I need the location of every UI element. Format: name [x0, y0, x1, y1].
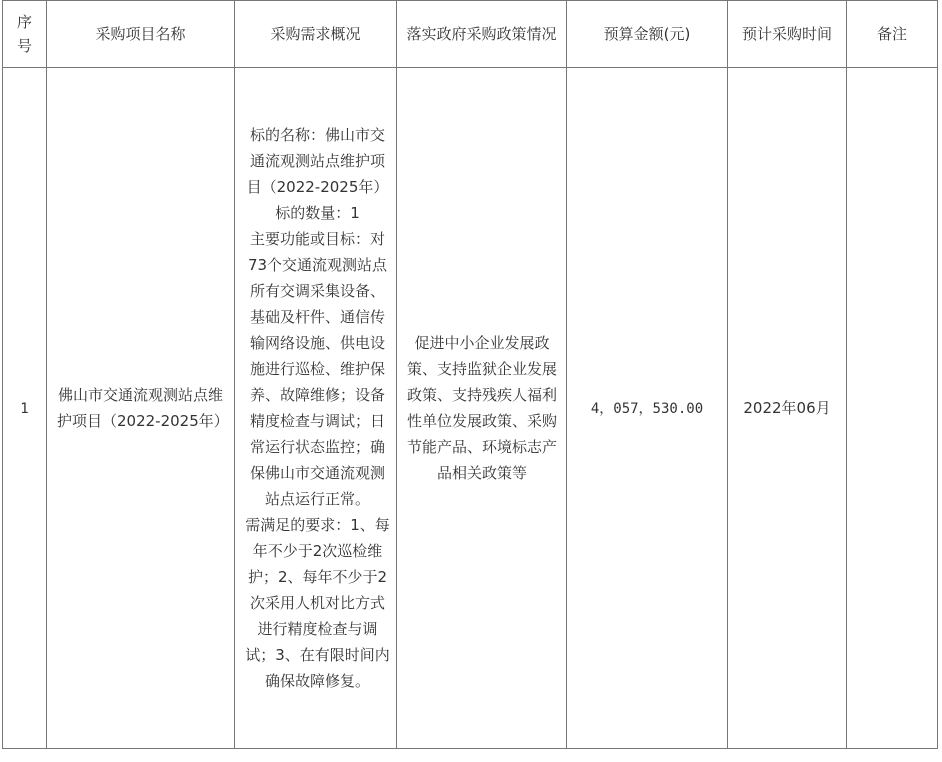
- table-row: [3, 68, 938, 749]
- procurement-table: [2, 0, 938, 749]
- header-note-label: 备注: [876, 25, 907, 43]
- header-seq-label: 序号: [16, 12, 32, 55]
- header-requirements-label: 采购需求概况: [270, 25, 361, 43]
- row-requirements: 标的名称：佛山市交通流观测站点维护项目（2022-2025年） 标的数量：1 主要功能或目标：对73个交通流观测站点所有交调采集设备、基础及杆件、通信传输网络设施、供电设施进行巡检、维护保养、故障维修；设备精度检查与调试；日常运行状态监控；确保佛山市交通流观测站点运行正常。 需满足的要求：1、每年不少于2次巡检维护；2、每年不少于2次采用人机对比方式进行精度检查与调试；3、在有限时间内确保故障修复。: [245, 126, 390, 690]
- header-budget-label: 预算金额(元): [603, 25, 691, 43]
- header-name: [47, 1, 235, 68]
- table-header: [3, 1, 938, 68]
- cell-budget: [567, 68, 728, 749]
- table-body: [3, 68, 938, 749]
- cell-policy: [397, 68, 567, 749]
- header-policy-label: 落实政府采购政策情况: [406, 25, 557, 43]
- cell-time: [728, 68, 847, 749]
- row-time: 2022年06月: [743, 399, 831, 417]
- row-budget: 4，057，530.00: [590, 400, 704, 417]
- header-time-label: 预计采购时间: [741, 25, 832, 43]
- cell-seq: [3, 68, 47, 749]
- cell-note: [847, 68, 938, 749]
- row-seq: 1: [20, 400, 29, 417]
- header-row: [3, 1, 938, 68]
- header-requirements: [235, 1, 397, 68]
- header-name-label: 采购项目名称: [95, 25, 186, 43]
- cell-requirements: [235, 68, 397, 749]
- header-seq: [3, 1, 47, 68]
- cell-name: [47, 68, 235, 749]
- row-name: 佛山市交通流观测站点维护项目（2022-2025年）: [57, 386, 229, 430]
- header-budget: [567, 1, 728, 68]
- header-time: [728, 1, 847, 68]
- row-policy: 促进中小企业发展政策、支持监狱企业发展政策、支持残疾人福利性单位发展政策、采购节能产品、环境标志产品相关政策等: [406, 334, 557, 482]
- header-note: [847, 1, 938, 68]
- header-policy: [397, 1, 567, 68]
